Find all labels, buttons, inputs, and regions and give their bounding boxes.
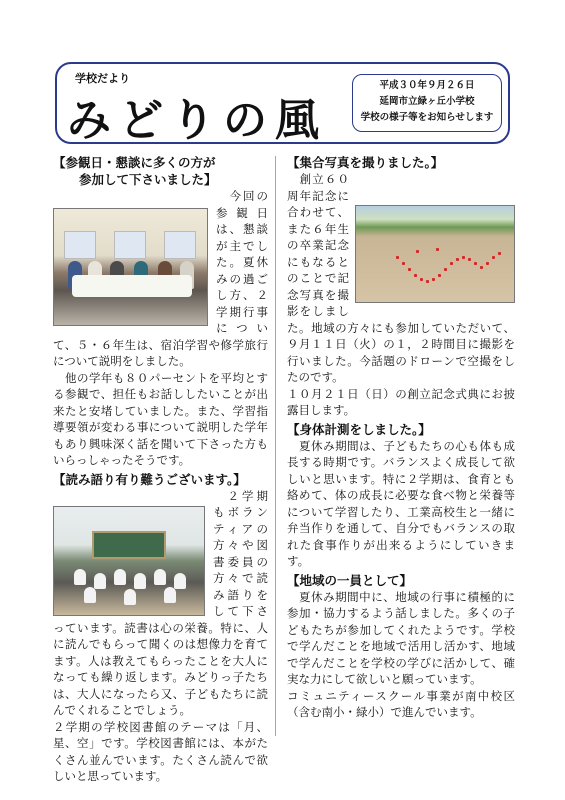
- left-column: [53, 154, 268, 785]
- section-heading-community: 【地域の一員として】: [287, 572, 413, 588]
- section-body-reading: ２学期もボランティアの方々や図書委員の方々で読み語りをして下さっています。読書は心の栄養。特に、人に読んでもらって聞くのは想像力を育てます。人は教えてもらったことを大人になっても繰り返します。みどりっ子たちは、大人になったら又、子どもたちに読んでくれることでしょう。 ２学期の学校図書館のテーマは「月、星、空」です。学校図書館には、本がたくさん並んでいます。たくさん読んで欲しいと思っています。: [53, 488, 268, 783]
- section-body-open-day: 今回の参観日は、懇談が主でした。夏休みの過ごし方、２学期行事について、５・６年生は、宿泊学習や修学旅行について説明をしました。 他の学年も８０パーセントを平均とする参観で、担任もお話ししたいことが出来たと安堵していました。また、学習指導要領が変わる事について説明した学年もあり興味深く話を聞いて下さった方もいらっしゃったそうです。: [53, 189, 268, 467]
- section-heading-open-day-line1: 【参観日・懇談に多くの方が: [53, 155, 216, 170]
- section-heading-reading: 【読み語り有り難うございます。】: [53, 471, 246, 487]
- right-column: [287, 154, 515, 721]
- section-heading-open-day-line2: 参加して下さいました】: [79, 172, 217, 187]
- newsletter-kicker: 学校だより: [75, 72, 130, 85]
- section-body-measurement: 夏休み期間は、子どもたちの心も体も成長する時期です。バランスよく成長して欲しいと思います。特に２学期は、食育とも絡めて、体の成長に必要な食べ物と栄養等について学習したり、工業高校生と一緒に弁当作りを通して、自分でもバランスの取れた食事作りが出来るようにしていきます。: [287, 438, 515, 568]
- tagline: 学校の様子等をお知らせします: [360, 112, 494, 123]
- masthead: [55, 62, 510, 144]
- photo-library-reading: [53, 506, 205, 616]
- section-body-community: 夏休み期間中に、地域の行事に積極的に参加・協力するよう話しました。多くの子どもたちが参加してくれたようです。学校で学んだことを地域で活用し活かす、地域で学んだことを学校の学びに活かして、確実な力にして欲しいと願っています。 コミュニティースクール事業が南中校区（含む南小・緑小）で進んでいます。: [287, 589, 515, 719]
- column-divider: [275, 156, 276, 736]
- newsletter-title: みどりの風: [67, 95, 327, 146]
- issue-date: 平成３０年９月２６日: [379, 80, 475, 91]
- photo-aerial-group: [355, 205, 515, 303]
- section-heading-group-photo: 【集合写真を撮りました。】: [287, 155, 444, 170]
- section-body-group-photo: 創立６０周年記念に合わせて、また６年生の卒業記念にもなるとのことで記念写真を撮影をしました。地域の方々にも参加していただいて、９月１１日（火）の１，２時間目に撮影を行いました。今話題のドローンで空撮をしたのです。 １０月２１日（日）の創立記念式典にお披露目します。: [287, 172, 515, 417]
- issue-info-box: [352, 74, 502, 132]
- section-heading-measurement: 【身体計測をしました。】: [287, 421, 431, 437]
- school-name: 延岡市立緑ヶ丘小学校: [379, 96, 475, 107]
- photo-parent-meeting: [53, 208, 208, 326]
